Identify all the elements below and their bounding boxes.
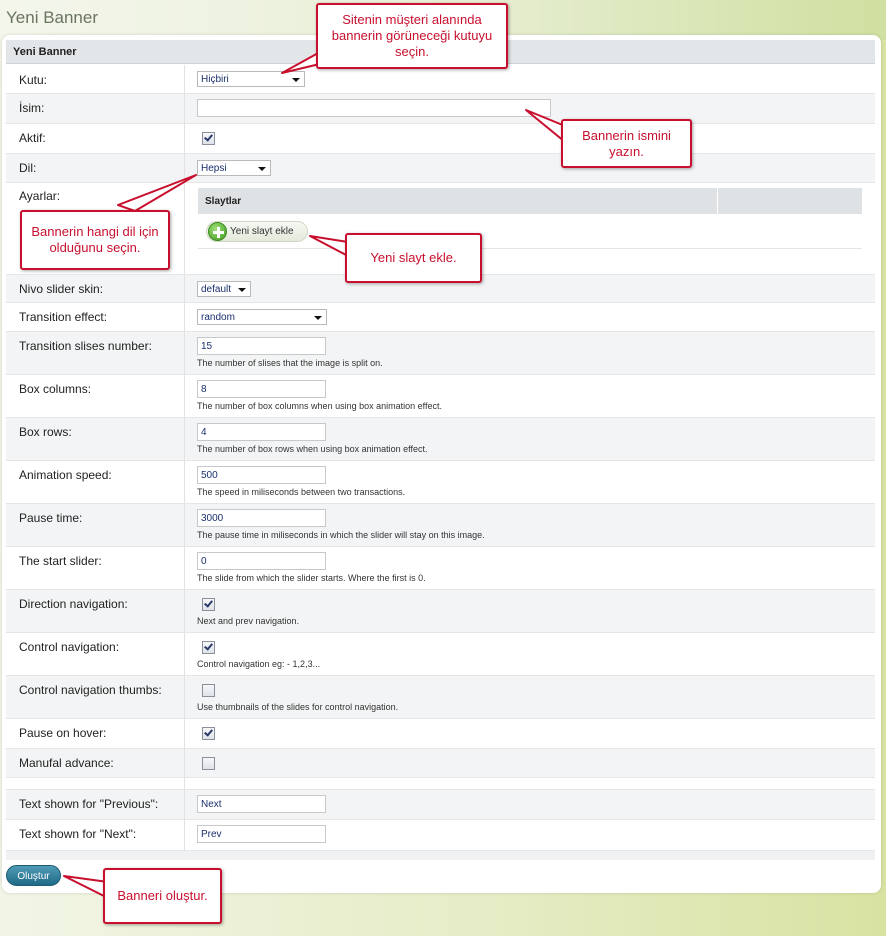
pause-on-hover-label: Pause on hover: <box>19 726 107 740</box>
box-columns-input[interactable]: 8 <box>197 380 326 398</box>
text-next-label: Text shown for "Next": <box>19 827 137 841</box>
pause-time-hint: The pause time in miliseconds in which the slider will stay on this image. <box>197 530 485 540</box>
start-slider-hint: The slide from which the slider starts. Where the first is 0. <box>197 573 426 583</box>
box-rows-input[interactable]: 4 <box>197 423 326 441</box>
control-nav-label: Control navigation: <box>19 640 120 654</box>
callout-pointer-dil <box>118 175 196 211</box>
box-columns-hint: The number of box columns when using box animation effect. <box>197 401 442 411</box>
kutu-label: Kutu: <box>19 73 48 87</box>
dil-select-value: Hepsi <box>201 163 227 174</box>
kutu-select-value: Hiçbiri <box>201 74 229 85</box>
ayarlar-label: Ayarlar: <box>19 189 61 203</box>
pause-time-label: Pause time: <box>19 511 83 525</box>
callout-slayt: Yeni slayt ekle. <box>345 233 482 283</box>
panel-header: Yeni Banner <box>6 40 875 64</box>
transition-slices-input[interactable]: 15 <box>197 337 326 355</box>
animation-speed-hint: The speed in miliseconds between two transactions. <box>197 487 406 497</box>
transition-slices-hint: The number of slises that the image is split on. <box>197 358 383 368</box>
callout-submit: Banneri oluştur. <box>103 868 222 924</box>
animation-speed-label: Animation speed: <box>19 468 112 482</box>
transition-slices-label: Transition slises number: <box>19 339 152 353</box>
callout-kutu: Sitenin müşteri alanında bannerin görüneceği kutuyu seçin. <box>316 3 508 69</box>
animation-speed-input[interactable]: 500 <box>197 466 326 484</box>
manual-advance-label: Manufal advance: <box>19 756 114 770</box>
callout-isim: Bannerin ismini yazın. <box>561 119 692 168</box>
start-slider-input[interactable]: 0 <box>197 552 326 570</box>
box-columns-label: Box columns: <box>19 382 92 396</box>
control-nav-hint: Control navigation eg: - 1,2,3... <box>197 659 321 669</box>
control-nav-thumbs-label: Control navigation thumbs: <box>19 683 162 697</box>
dil-label: Dil: <box>19 161 37 175</box>
nivo-skin-label: Nivo slider skin: <box>19 282 104 296</box>
pause-time-input[interactable]: 3000 <box>197 509 326 527</box>
text-next-input[interactable]: Prev <box>197 825 326 843</box>
start-slider-label: The start slider: <box>19 554 102 568</box>
callout-dil: Bannerin hangi dil için olduğunu seçin. <box>20 210 170 270</box>
page-title: Yeni Banner <box>6 8 99 27</box>
text-previous-input[interactable]: Next <box>197 795 326 813</box>
transition-effect-value: random <box>201 312 235 323</box>
isim-label: İsim: <box>19 101 45 115</box>
aktif-label: Aktif: <box>19 131 46 145</box>
transition-effect-label: Transition effect: <box>19 310 108 324</box>
box-rows-label: Box rows: <box>19 425 72 439</box>
box-rows-hint: The number of box rows when using box animation effect. <box>197 444 428 454</box>
nivo-skin-value: default <box>201 284 232 295</box>
submit-button[interactable]: Oluştur <box>6 865 61 886</box>
callout-pointer-slayt <box>310 236 348 256</box>
direction-nav-hint: Next and prev navigation. <box>197 616 300 626</box>
callout-pointer-submit <box>64 876 108 898</box>
control-nav-thumbs-hint: Use thumbnails of the slides for control navigation. <box>197 702 399 712</box>
direction-nav-label: Direction navigation: <box>19 597 128 611</box>
text-previous-label: Text shown for "Previous": <box>19 797 159 811</box>
add-slide-label: Yeni slayt ekle <box>230 226 294 237</box>
slides-header-label: Slaytlar <box>205 196 242 207</box>
